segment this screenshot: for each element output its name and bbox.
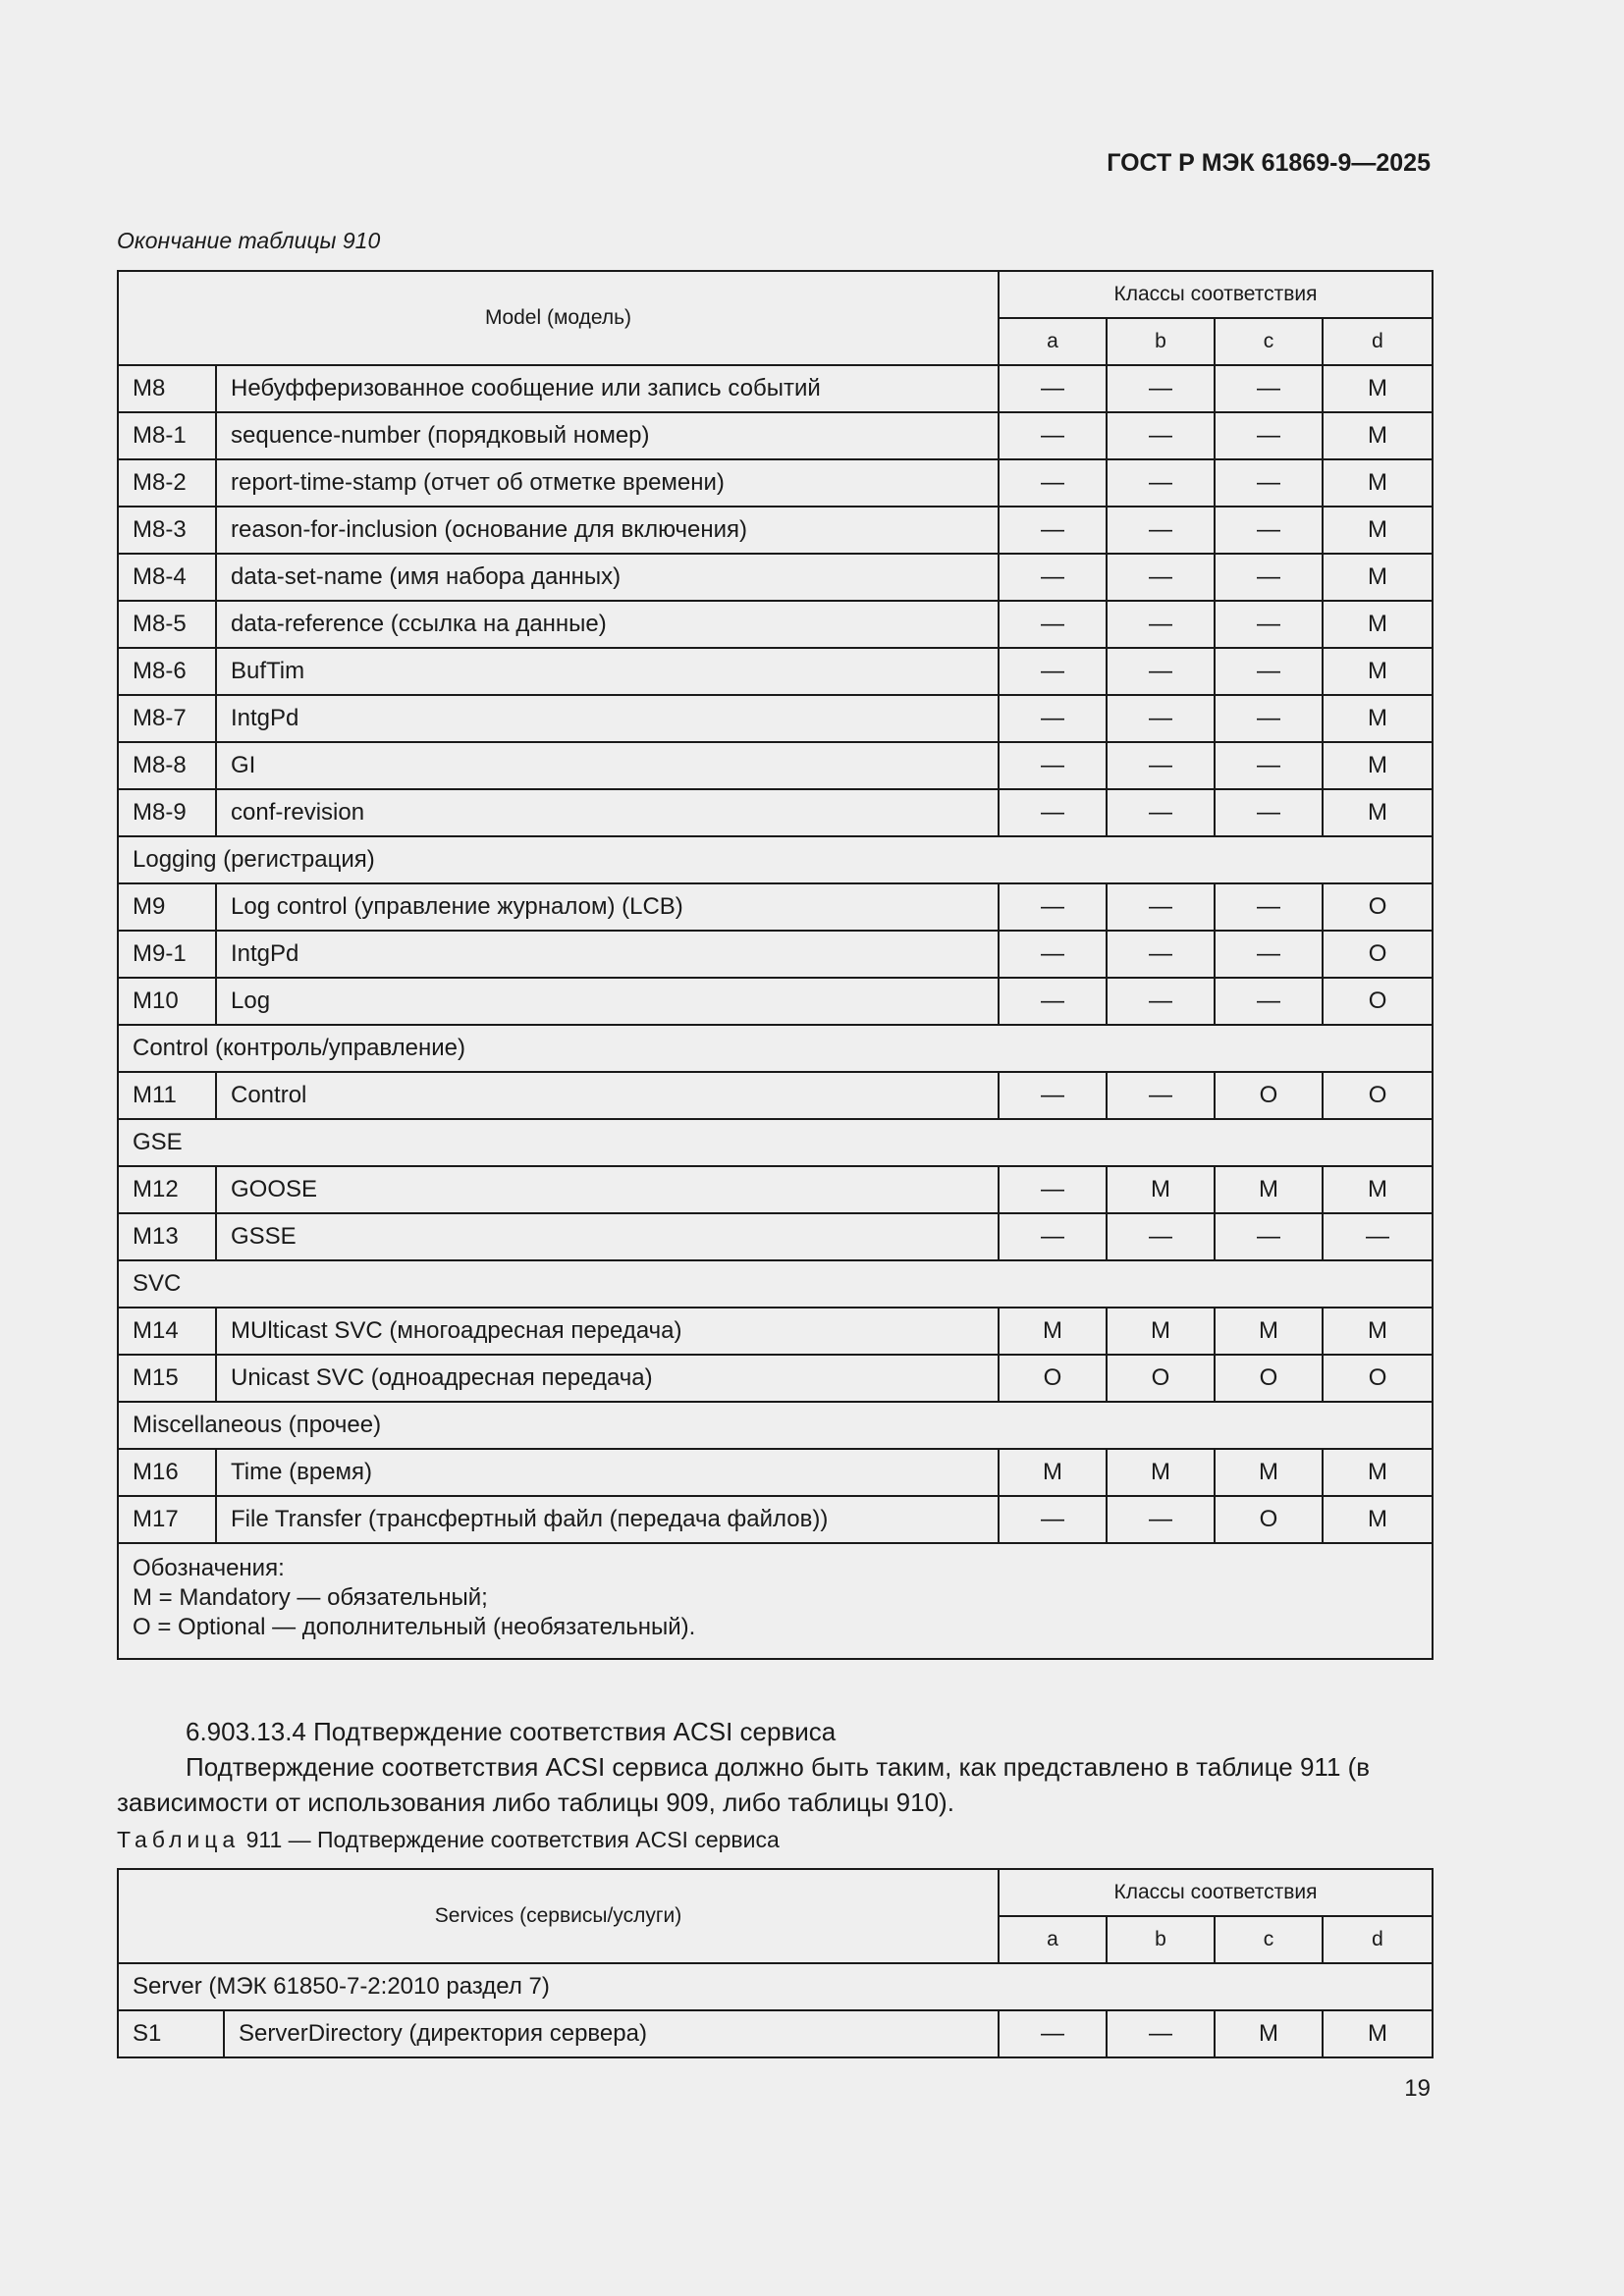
row-value-b: — xyxy=(1107,1213,1215,1260)
class-c-header: c xyxy=(1215,318,1323,365)
table-section-label: SVC xyxy=(118,1260,1433,1308)
row-value-d: — xyxy=(1323,1213,1433,1260)
row-value-c: — xyxy=(1215,554,1323,601)
table-row xyxy=(118,978,1433,1025)
table-section-label: Miscellaneous (прочее) xyxy=(118,1402,1433,1449)
row-value-d: M xyxy=(1323,412,1433,459)
row-value-d: O xyxy=(1323,931,1433,978)
row-value-c: — xyxy=(1215,648,1323,695)
class-b-header: b xyxy=(1107,1916,1215,1963)
row-value-a: — xyxy=(999,695,1107,742)
table-row xyxy=(118,1213,1433,1260)
row-value-c: O xyxy=(1215,1496,1323,1543)
row-value-a: — xyxy=(999,2010,1107,2057)
row-id: M8-5 xyxy=(118,601,216,648)
table-row xyxy=(118,459,1433,507)
table-911 xyxy=(117,1868,1434,2058)
row-value-b: — xyxy=(1107,365,1215,412)
row-name: File Transfer (трансфертный файл (передача файлов)) xyxy=(216,1496,999,1543)
table-row xyxy=(118,695,1433,742)
row-name: report-time-stamp (отчет об отметке времени) xyxy=(216,459,999,507)
legend-line: Обозначения: xyxy=(133,1555,285,1581)
row-value-b: M xyxy=(1107,1166,1215,1213)
row-value-a: — xyxy=(999,978,1107,1025)
table-row xyxy=(118,1355,1433,1402)
section-heading: 6.903.13.4 Подтверждение соответствия ACSI сервиса xyxy=(186,1717,837,1746)
table-910 xyxy=(117,270,1434,1660)
row-name: Log control (управление журналом) (LCB) xyxy=(216,883,999,931)
row-value-c: — xyxy=(1215,365,1323,412)
row-value-b: — xyxy=(1107,507,1215,554)
table-row xyxy=(118,365,1433,412)
row-value-b: — xyxy=(1107,742,1215,789)
row-id: M8-6 xyxy=(118,648,216,695)
row-value-c: O xyxy=(1215,1355,1323,1402)
row-value-a: — xyxy=(999,554,1107,601)
table-section-row xyxy=(118,836,1433,883)
row-value-b: — xyxy=(1107,695,1215,742)
row-value-b: — xyxy=(1107,789,1215,836)
table-911-caption-title: 911 — Подтверждение соответствия ACSI сервиса xyxy=(245,1827,780,1852)
row-value-a: — xyxy=(999,1496,1107,1543)
table-row xyxy=(118,883,1433,931)
row-name: Небуфферизованное сообщение или запись событий xyxy=(216,365,999,412)
row-name: Log xyxy=(216,978,999,1025)
table-section-label: Control (контроль/управление) xyxy=(118,1025,1433,1072)
row-value-d: M xyxy=(1323,601,1433,648)
legend-line: O = Optional — дополнительный (необязательный). xyxy=(133,1614,696,1640)
row-value-b: — xyxy=(1107,459,1215,507)
row-value-a: M xyxy=(999,1308,1107,1355)
row-name: Unicast SVC (одноадресная передача) xyxy=(216,1355,999,1402)
row-value-d: M xyxy=(1323,789,1433,836)
table-row xyxy=(118,789,1433,836)
row-name: ServerDirectory (директория сервера) xyxy=(224,2010,999,2057)
table-row xyxy=(118,601,1433,648)
row-value-b: — xyxy=(1107,601,1215,648)
table-row xyxy=(118,1449,1433,1496)
table-row xyxy=(118,412,1433,459)
row-value-a: — xyxy=(999,1166,1107,1213)
row-value-c: — xyxy=(1215,695,1323,742)
row-id: M8-4 xyxy=(118,554,216,601)
row-name: MUlticast SVC (многоадресная передача) xyxy=(216,1308,999,1355)
row-value-c: — xyxy=(1215,412,1323,459)
row-value-d: M xyxy=(1323,648,1433,695)
row-value-c: — xyxy=(1215,459,1323,507)
table-section-row xyxy=(118,1402,1433,1449)
row-name: conf-revision xyxy=(216,789,999,836)
row-id: M9 xyxy=(118,883,216,931)
row-value-a: — xyxy=(999,1213,1107,1260)
row-id: M14 xyxy=(118,1308,216,1355)
table-row xyxy=(118,1308,1433,1355)
row-id: M8-2 xyxy=(118,459,216,507)
row-value-d: M xyxy=(1323,1166,1433,1213)
class-d-header: d xyxy=(1323,1916,1433,1963)
row-value-a: — xyxy=(999,648,1107,695)
row-value-a: O xyxy=(999,1355,1107,1402)
row-id: M8-1 xyxy=(118,412,216,459)
row-value-a: — xyxy=(999,931,1107,978)
row-name: data-reference (ссылка на данные) xyxy=(216,601,999,648)
row-name: GSSE xyxy=(216,1213,999,1260)
row-value-c: — xyxy=(1215,742,1323,789)
table-section-row xyxy=(118,1260,1433,1308)
row-value-b: — xyxy=(1107,554,1215,601)
row-id: M8 xyxy=(118,365,216,412)
table-row xyxy=(118,1072,1433,1119)
row-value-b: — xyxy=(1107,1072,1215,1119)
row-name: IntgPd xyxy=(216,931,999,978)
row-value-a: — xyxy=(999,601,1107,648)
row-value-a: — xyxy=(999,789,1107,836)
row-value-b: O xyxy=(1107,1355,1215,1402)
classes-column-header: Классы соответствия xyxy=(999,271,1433,318)
table-row xyxy=(118,1166,1433,1213)
table-row xyxy=(118,2010,1433,2057)
model-column-header: Model (модель) xyxy=(118,271,999,365)
table-section-label: Server (МЭК 61850-7-2:2010 раздел 7) xyxy=(118,1963,1433,2010)
row-value-b: — xyxy=(1107,2010,1215,2057)
row-value-d: M xyxy=(1323,2010,1433,2057)
table-row xyxy=(118,648,1433,695)
legend-row xyxy=(118,1543,1433,1659)
row-value-c: — xyxy=(1215,1213,1323,1260)
row-value-d: M xyxy=(1323,459,1433,507)
row-id: M8-8 xyxy=(118,742,216,789)
legend-line: M = Mandatory — обязательный; xyxy=(133,1584,488,1611)
row-value-a: — xyxy=(999,883,1107,931)
row-value-c: O xyxy=(1215,1072,1323,1119)
row-id: M11 xyxy=(118,1072,216,1119)
table-row xyxy=(118,507,1433,554)
class-a-header: a xyxy=(999,1916,1107,1963)
class-d-header: d xyxy=(1323,318,1433,365)
row-value-a: — xyxy=(999,507,1107,554)
page-number: 19 xyxy=(1404,2075,1431,2102)
section-paragraph: Подтверждение соответствия ACSI сервиса должно быть таким, как представлено в таблице 911 (в зависимости от использования либо таблицы 909, либо таблицы 910). xyxy=(117,1752,1371,1817)
row-value-c: — xyxy=(1215,507,1323,554)
classes-column-header: Классы соответствия xyxy=(999,1869,1433,1916)
row-value-a: M xyxy=(999,1449,1107,1496)
row-name: Control xyxy=(216,1072,999,1119)
row-value-a: — xyxy=(999,412,1107,459)
row-value-d: M xyxy=(1323,695,1433,742)
row-value-d: M xyxy=(1323,742,1433,789)
row-value-d: O xyxy=(1323,1072,1433,1119)
row-name: Time (время) xyxy=(216,1449,999,1496)
row-name: sequence-number (порядковый номер) xyxy=(216,412,999,459)
row-id: M8-3 xyxy=(118,507,216,554)
row-id: M8-7 xyxy=(118,695,216,742)
row-value-b: M xyxy=(1107,1449,1215,1496)
table-row xyxy=(118,742,1433,789)
row-value-d: M xyxy=(1323,554,1433,601)
row-value-d: M xyxy=(1323,507,1433,554)
row-value-b: M xyxy=(1107,1308,1215,1355)
table-911-caption xyxy=(117,1827,780,1853)
row-value-c: M xyxy=(1215,2010,1323,2057)
table-section-row xyxy=(118,1025,1433,1072)
row-name: GOOSE xyxy=(216,1166,999,1213)
row-value-d: M xyxy=(1323,1449,1433,1496)
row-id: M17 xyxy=(118,1496,216,1543)
row-value-b: — xyxy=(1107,1496,1215,1543)
row-value-d: O xyxy=(1323,978,1433,1025)
legend-cell xyxy=(118,1543,1433,1659)
row-value-d: M xyxy=(1323,1496,1433,1543)
row-id: M15 xyxy=(118,1355,216,1402)
table-row xyxy=(118,931,1433,978)
document-standard-header: ГОСТ Р МЭК 61869-9—2025 xyxy=(1107,149,1431,177)
row-name: reason-for-inclusion (основание для включения) xyxy=(216,507,999,554)
row-value-a: — xyxy=(999,1072,1107,1119)
row-id: M10 xyxy=(118,978,216,1025)
row-value-b: — xyxy=(1107,978,1215,1025)
class-c-header: c xyxy=(1215,1916,1323,1963)
class-b-header: b xyxy=(1107,318,1215,365)
row-value-c: — xyxy=(1215,883,1323,931)
table-section-label: GSE xyxy=(118,1119,1433,1166)
row-value-c: — xyxy=(1215,978,1323,1025)
row-id: M13 xyxy=(118,1213,216,1260)
row-value-c: M xyxy=(1215,1308,1323,1355)
row-name: IntgPd xyxy=(216,695,999,742)
row-value-d: O xyxy=(1323,1355,1433,1402)
row-id: M9-1 xyxy=(118,931,216,978)
table-row xyxy=(118,554,1433,601)
row-value-c: — xyxy=(1215,601,1323,648)
table-910-continuation-caption: Окончание таблицы 910 xyxy=(117,228,381,253)
row-value-b: — xyxy=(1107,931,1215,978)
row-value-b: — xyxy=(1107,412,1215,459)
row-id: S1 xyxy=(118,2010,224,2057)
table-section-row xyxy=(118,1119,1433,1166)
table-row xyxy=(118,1496,1433,1543)
row-name: GI xyxy=(216,742,999,789)
table-section-label: Logging (регистрация) xyxy=(118,836,1433,883)
row-value-c: M xyxy=(1215,1166,1323,1213)
services-column-header: Services (сервисы/услуги) xyxy=(118,1869,999,1963)
row-value-c: — xyxy=(1215,789,1323,836)
class-a-header: a xyxy=(999,318,1107,365)
row-value-d: M xyxy=(1323,1308,1433,1355)
row-id: M8-9 xyxy=(118,789,216,836)
row-value-b: — xyxy=(1107,648,1215,695)
row-name: data-set-name (имя набора данных) xyxy=(216,554,999,601)
row-value-a: — xyxy=(999,459,1107,507)
row-value-c: M xyxy=(1215,1449,1323,1496)
row-value-a: — xyxy=(999,742,1107,789)
row-name: BufTim xyxy=(216,648,999,695)
row-value-a: — xyxy=(999,365,1107,412)
table-911-caption-word: Таблица xyxy=(117,1827,241,1852)
row-id: M12 xyxy=(118,1166,216,1213)
row-value-d: O xyxy=(1323,883,1433,931)
row-id: M16 xyxy=(118,1449,216,1496)
row-value-d: M xyxy=(1323,365,1433,412)
row-value-c: — xyxy=(1215,931,1323,978)
row-value-b: — xyxy=(1107,883,1215,931)
